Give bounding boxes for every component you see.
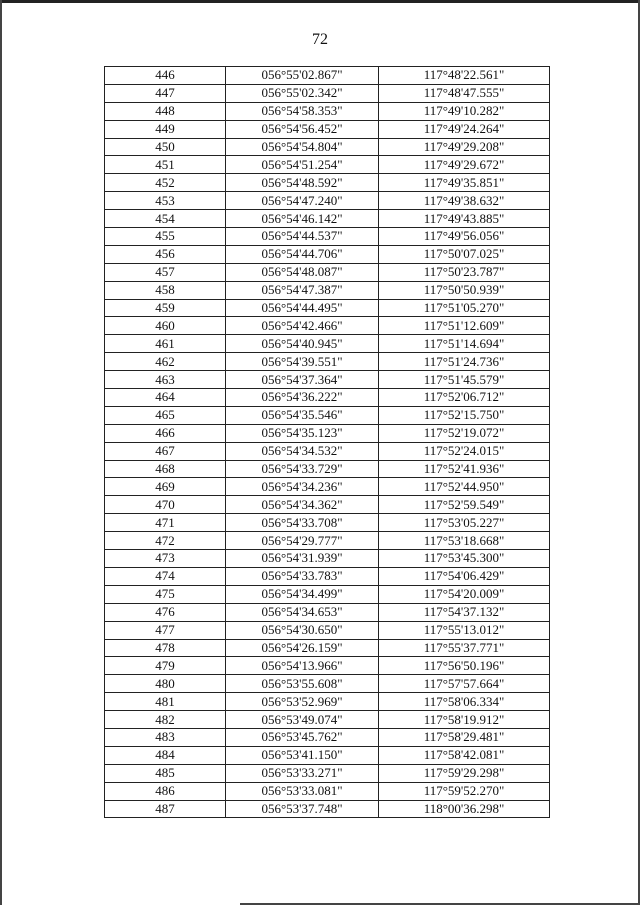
table-row [105,335,550,353]
table-row [105,353,550,371]
point-number-cell: 449 [105,120,226,138]
latitude-cell: 056°53'45.762" [226,728,379,746]
latitude-cell: 056°53'37.748" [226,800,379,818]
point-number-cell: 458 [105,281,226,299]
latitude-cell: 056°54'33.708" [226,514,379,532]
latitude-cell: 056°54'54.804" [226,138,379,156]
point-number-cell: 474 [105,567,226,585]
longitude-cell: 117°51'24.736" [379,353,550,371]
point-number-cell: 469 [105,478,226,496]
latitude-cell: 056°54'35.546" [226,406,379,424]
point-number-cell: 471 [105,514,226,532]
longitude-cell: 117°49'35.851" [379,174,550,192]
point-number-cell: 459 [105,299,226,317]
point-number-cell: 480 [105,675,226,693]
point-number-cell: 452 [105,174,226,192]
table-row [105,245,550,263]
latitude-cell: 056°54'48.087" [226,263,379,281]
scan-edge-top [0,0,640,3]
point-number-cell: 485 [105,764,226,782]
table-row [105,424,550,442]
latitude-cell: 056°54'13.966" [226,657,379,675]
latitude-cell: 056°54'29.777" [226,532,379,550]
latitude-cell: 056°54'33.729" [226,460,379,478]
longitude-cell: 117°49'56.056" [379,228,550,246]
table-row [105,138,550,156]
longitude-cell: 117°49'24.264" [379,120,550,138]
longitude-cell: 117°51'05.270" [379,299,550,317]
longitude-cell: 117°50'07.025" [379,245,550,263]
latitude-cell: 056°54'33.783" [226,567,379,585]
point-number-cell: 486 [105,782,226,800]
point-number-cell: 460 [105,317,226,335]
longitude-cell: 117°49'38.632" [379,192,550,210]
longitude-cell: 117°53'18.668" [379,532,550,550]
point-number-cell: 461 [105,335,226,353]
point-number-cell: 483 [105,728,226,746]
longitude-cell: 117°48'22.561" [379,67,550,85]
latitude-cell: 056°54'31.939" [226,550,379,568]
longitude-cell: 117°51'12.609" [379,317,550,335]
table-row [105,442,550,460]
longitude-cell: 117°58'19.912" [379,711,550,729]
longitude-cell: 117°51'14.694" [379,335,550,353]
longitude-cell: 117°57'57.664" [379,675,550,693]
point-number-cell: 455 [105,228,226,246]
latitude-cell: 056°54'30.650" [226,621,379,639]
latitude-cell: 056°54'42.466" [226,317,379,335]
point-number-cell: 454 [105,210,226,228]
latitude-cell: 056°54'36.222" [226,389,379,407]
latitude-cell: 056°54'34.362" [226,496,379,514]
latitude-cell: 056°53'52.969" [226,693,379,711]
longitude-cell: 117°49'29.208" [379,138,550,156]
table-row [105,228,550,246]
table-row [105,156,550,174]
latitude-cell: 056°54'47.387" [226,281,379,299]
longitude-cell: 117°50'23.787" [379,263,550,281]
table-row [105,496,550,514]
latitude-cell: 056°53'33.271" [226,764,379,782]
coordinates-table-body [105,67,550,818]
longitude-cell: 117°54'20.009" [379,585,550,603]
table-row [105,299,550,317]
table-row [105,84,550,102]
longitude-cell: 117°49'43.885" [379,210,550,228]
latitude-cell: 056°54'56.452" [226,120,379,138]
latitude-cell: 056°54'44.537" [226,228,379,246]
table-row [105,478,550,496]
longitude-cell: 117°55'13.012" [379,621,550,639]
latitude-cell: 056°53'41.150" [226,746,379,764]
point-number-cell: 451 [105,156,226,174]
table-row [105,389,550,407]
latitude-cell: 056°54'34.236" [226,478,379,496]
latitude-cell: 056°53'55.608" [226,675,379,693]
table-row [105,120,550,138]
latitude-cell: 056°54'34.532" [226,442,379,460]
latitude-cell: 056°55'02.867" [226,67,379,85]
table-row [105,693,550,711]
point-number-cell: 456 [105,245,226,263]
longitude-cell: 117°52'44.950" [379,478,550,496]
page-number: 72 [312,31,328,48]
point-number-cell: 477 [105,621,226,639]
table-row [105,192,550,210]
latitude-cell: 056°54'51.254" [226,156,379,174]
scan-edge-left [0,0,2,905]
longitude-cell: 117°49'29.672" [379,156,550,174]
latitude-cell: 056°54'35.123" [226,424,379,442]
latitude-cell: 056°54'40.945" [226,335,379,353]
latitude-cell: 056°55'02.342" [226,84,379,102]
longitude-cell: 117°52'59.549" [379,496,550,514]
table-row [105,281,550,299]
table-row [105,782,550,800]
point-number-cell: 457 [105,263,226,281]
point-number-cell: 473 [105,550,226,568]
table-row [105,603,550,621]
longitude-cell: 117°58'06.334" [379,693,550,711]
latitude-cell: 056°54'37.364" [226,371,379,389]
point-number-cell: 484 [105,746,226,764]
point-number-cell: 478 [105,639,226,657]
point-number-cell: 479 [105,657,226,675]
latitude-cell: 056°54'26.159" [226,639,379,657]
latitude-cell: 056°54'58.353" [226,102,379,120]
table-row [105,675,550,693]
table-row [105,800,550,818]
longitude-cell: 117°59'52.270" [379,782,550,800]
table-row [105,585,550,603]
longitude-cell: 117°58'42.081" [379,746,550,764]
longitude-cell: 117°58'29.481" [379,728,550,746]
longitude-cell: 117°52'19.072" [379,424,550,442]
table-row [105,317,550,335]
point-number-cell: 468 [105,460,226,478]
point-number-cell: 476 [105,603,226,621]
table-row [105,514,550,532]
table-row [105,728,550,746]
point-number-cell: 446 [105,67,226,85]
latitude-cell: 056°53'49.074" [226,711,379,729]
table-row [105,764,550,782]
latitude-cell: 056°54'39.551" [226,353,379,371]
longitude-cell: 118°00'36.298" [379,800,550,818]
table-row [105,532,550,550]
latitude-cell: 056°54'47.240" [226,192,379,210]
table-row [105,567,550,585]
longitude-cell: 117°49'10.282" [379,102,550,120]
latitude-cell: 056°54'44.706" [226,245,379,263]
point-number-cell: 462 [105,353,226,371]
table-row [105,639,550,657]
point-number-cell: 450 [105,138,226,156]
longitude-cell: 117°59'29.298" [379,764,550,782]
latitude-cell: 056°54'34.653" [226,603,379,621]
table-row [105,210,550,228]
point-number-cell: 448 [105,102,226,120]
point-number-cell: 467 [105,442,226,460]
longitude-cell: 117°56'50.196" [379,657,550,675]
point-number-cell: 447 [105,84,226,102]
table-row [105,657,550,675]
longitude-cell: 117°54'06.429" [379,567,550,585]
point-number-cell: 465 [105,406,226,424]
table-row [105,67,550,85]
longitude-cell: 117°51'45.579" [379,371,550,389]
table-row [105,406,550,424]
table-row [105,746,550,764]
longitude-cell: 117°52'15.750" [379,406,550,424]
table-row [105,102,550,120]
table-row [105,621,550,639]
table-row [105,263,550,281]
table-row [105,460,550,478]
point-number-cell: 481 [105,693,226,711]
latitude-cell: 056°54'44.495" [226,299,379,317]
point-number-cell: 482 [105,711,226,729]
latitude-cell: 056°53'33.081" [226,782,379,800]
point-number-cell: 472 [105,532,226,550]
point-number-cell: 464 [105,389,226,407]
longitude-cell: 117°48'47.555" [379,84,550,102]
longitude-cell: 117°52'06.712" [379,389,550,407]
table-row [105,550,550,568]
latitude-cell: 056°54'48.592" [226,174,379,192]
table-row [105,371,550,389]
longitude-cell: 117°52'41.936" [379,460,550,478]
point-number-cell: 475 [105,585,226,603]
longitude-cell: 117°53'05.227" [379,514,550,532]
longitude-cell: 117°54'37.132" [379,603,550,621]
coordinates-table [104,66,550,818]
point-number-cell: 470 [105,496,226,514]
latitude-cell: 056°54'46.142" [226,210,379,228]
longitude-cell: 117°55'37.771" [379,639,550,657]
point-number-cell: 453 [105,192,226,210]
point-number-cell: 466 [105,424,226,442]
longitude-cell: 117°52'24.015" [379,442,550,460]
longitude-cell: 117°50'50.939" [379,281,550,299]
table-row [105,711,550,729]
table-row [105,174,550,192]
point-number-cell: 487 [105,800,226,818]
latitude-cell: 056°54'34.499" [226,585,379,603]
point-number-cell: 463 [105,371,226,389]
longitude-cell: 117°53'45.300" [379,550,550,568]
